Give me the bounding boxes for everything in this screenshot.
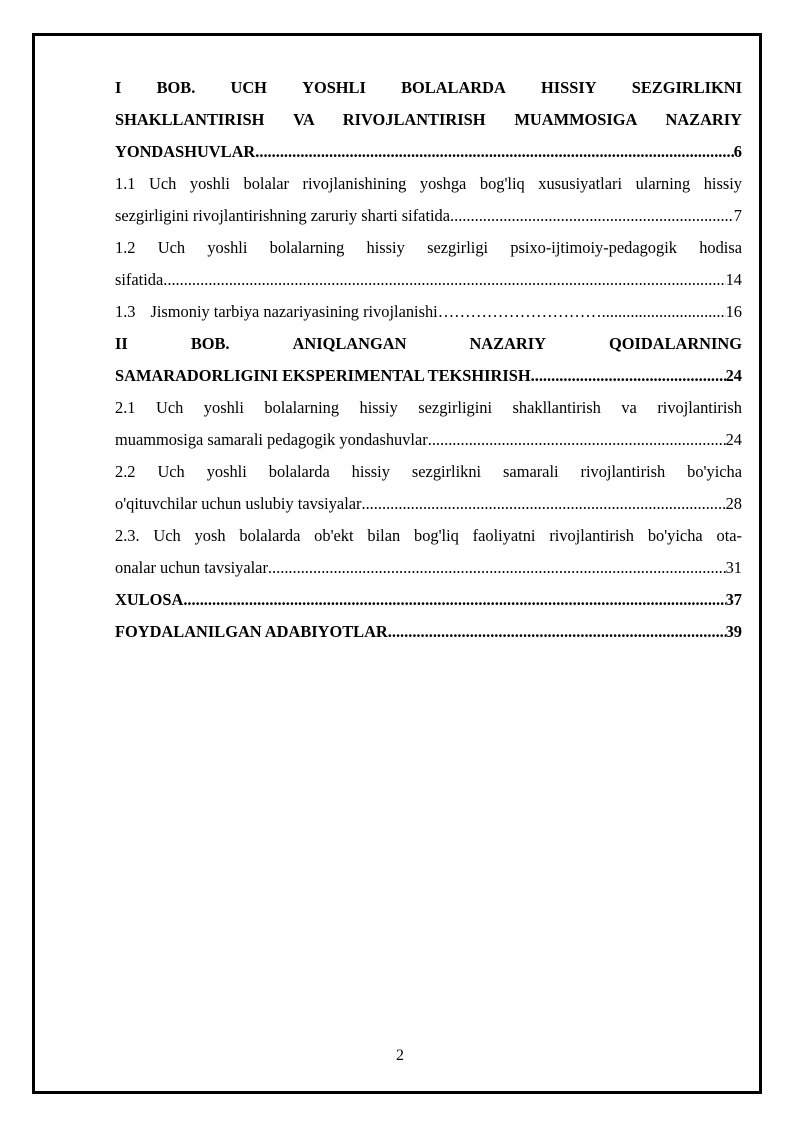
toc-conclusion-title: XULOSA [115,590,184,609]
toc-conclusion-line [115,584,742,616]
toc-section-1-3[interactable] [115,296,742,328]
toc-chapter-1-word: BOLALARDA [401,78,506,97]
toc-chapter-2-line-2 [115,360,742,392]
toc-leader-dots [268,552,726,584]
toc-section-2-3-line-2 [115,552,742,584]
toc-section-2-3-page: 31 [725,558,742,577]
toc-chapter-1-line-1 [115,72,742,104]
toc-section-1-1[interactable] [115,168,742,232]
toc-chapter-1-title-end: YONDASHUVLAR [115,142,256,161]
toc-leader-dots [428,424,726,456]
toc-section-2-2-line-1: 2.2 Uch yoshli bolalarda hissiy sezgirlikni samarali rivojlantirish bo'yicha [115,462,742,481]
toc-chapter-2[interactable] [115,328,742,392]
toc-section-2-2-page: 28 [725,494,742,513]
toc-section-1-3-title: Jismoniy tarbiya nazariyasining rivojlanishi [150,302,438,321]
toc-section-1-3-leader: ………………………… [437,302,602,321]
toc-section-1-2-page: 14 [725,270,742,289]
toc-chapter-2-line-1 [115,328,742,360]
toc-chapter-2-word: QOIDALARNING [609,334,742,353]
toc-chapter-2-page: 24 [725,366,742,385]
toc-section-1-2-line-2 [115,264,742,296]
toc-section-2-1-title-end: muammosiga samarali pedagogik yondashuvlar [115,430,428,449]
toc-section-2-3-title-end: onalar uchun tavsiyalar [115,558,268,577]
toc-chapter-1-word: HISSIY [540,78,597,97]
toc-leader-dots [255,136,734,168]
toc-chapter-2-word: NAZARIY [469,334,546,353]
toc-chapter-2-word: BOB. [190,334,230,353]
toc-chapter-1-word: I [115,78,122,97]
toc-section-1-2[interactable] [115,232,742,296]
toc-section-1-3-page: 16 [725,302,742,321]
toc-leader-dots [183,584,725,616]
toc-section-2-1-line-2 [115,424,742,456]
toc-section-2-2-title-end: o'qituvchilar uchun uslubiy tavsiyalar [115,494,362,513]
toc-section-1-1-page: 7 [733,206,742,225]
toc-chapter-1-word: BOB. [156,78,196,97]
toc-chapter-1-line-3 [115,136,742,168]
toc-leader-dots [531,360,726,392]
toc-chapter-2-word: II [115,334,128,353]
toc-conclusion[interactable] [115,584,742,616]
toc-conclusion-page: 37 [725,590,742,609]
toc-section-1-1-line-2 [115,200,742,232]
toc-chapter-1-word: SEZGIRLIKNI [631,78,742,97]
toc-leader-dots [361,488,725,520]
toc-section-1-3-line-1 [115,296,742,328]
toc-section-1-2-line-1: 1.2 Uch yoshli bolalarning hissiy sezgirligi psixo-ijtimoiy-pedagogik hodisa [115,238,742,257]
toc-chapter-1-word: YOSHLI [302,78,366,97]
toc-section-1-1-line-1: 1.1 Uch yoshli bolalar rivojlanishining yoshga bog'liq xususiyatlari ularning hissiy [115,174,742,193]
toc-section-2-1-page: 24 [725,430,742,449]
toc-section-1-2-title-end: sifatida [115,270,164,289]
toc-section-2-1-line-1: 2.1 Uch yoshli bolalarning hissiy sezgirligini shakllantirish va rivojlantirish [115,398,742,417]
toc-leader-dots [602,296,726,328]
toc-references[interactable] [115,616,742,648]
toc-section-2-2[interactable] [115,456,742,520]
toc-chapter-1-word: UCH [230,78,267,97]
toc-section-2-3-line-1: 2.3. Uch yosh bolalarda ob'ekt bilan bog'liq faoliyatni rivojlantirish bo'yicha ota- [115,526,742,545]
toc-references-line [115,616,742,648]
toc-section-2-3[interactable] [115,520,742,584]
toc-references-title: FOYDALANILGAN ADABIYOTLAR [115,622,388,641]
table-of-contents [115,72,742,648]
toc-references-page: 39 [725,622,742,641]
toc-leader-dots [163,264,725,296]
toc-chapter-2-title-end: SAMARADORLIGINI EKSPERIMENTAL TEKSHIRISH [115,366,531,385]
toc-chapter-2-word: ANIQLANGAN [292,334,407,353]
toc-section-1-3-number: 1.3 [115,302,136,321]
toc-section-2-1[interactable] [115,392,742,456]
toc-leader-dots [388,616,726,648]
toc-chapter-1-page: 6 [733,142,742,161]
toc-section-1-1-title-end: sezgirligini rivojlantirishning zaruriy sharti sifatida [115,206,451,225]
toc-chapter-1[interactable] [115,72,742,168]
toc-leader-dots [450,200,734,232]
toc-chapter-1-line-2: SHAKLLANTIRISH VA RIVOJLANTIRISH MUAMMOSIGA NAZARIY [115,110,742,129]
page-number: 2 [396,1047,404,1064]
toc-section-2-2-line-2 [115,488,742,520]
